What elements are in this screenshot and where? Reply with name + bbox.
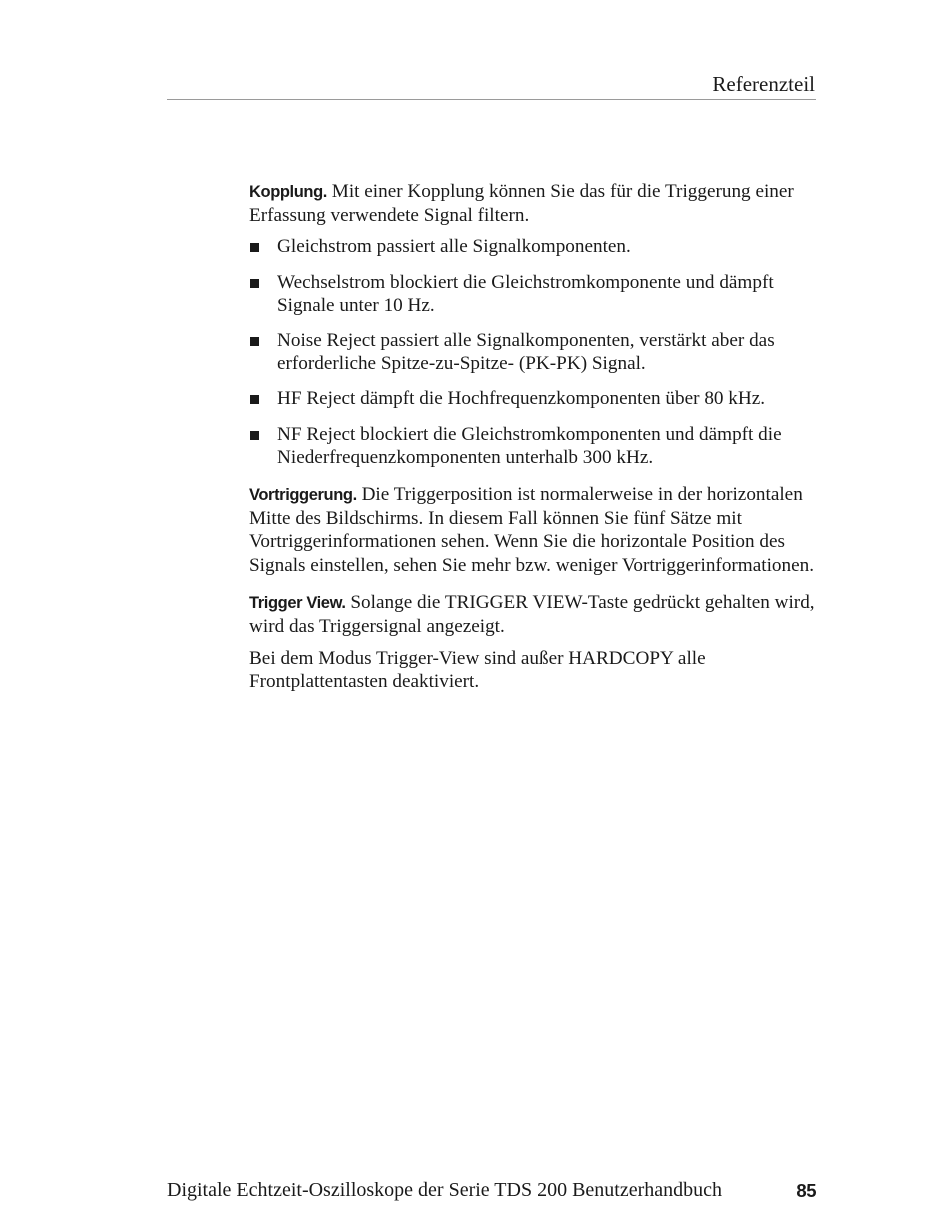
header-divider — [167, 99, 816, 100]
vortriggerung-text: Die Triggerposition ist normalerweise in der horizontalen Mitte des Bildschirms. In diesem Fall können Sie fünf Sätze mit Vortriggerinformationen sehen. Wenn Sie die horizontale Position des Signals einstellen, sehen Sie mehr bzw. weniger Vortriggerinformationen. — [249, 484, 815, 576]
list-item-text: Wechselstrom blockiert die Gleichstromkomponente und dämpft Signale unter 10 Hz. — [277, 271, 774, 316]
square-bullet-icon — [250, 279, 259, 288]
square-bullet-icon — [250, 337, 259, 346]
list-item-text: NF Reject blockiert die Gleichstromkomponenten und dämpft die Niederfrequenzkomponenten unterhalb 300 kHz. — [277, 423, 782, 468]
page-number: 85 — [796, 1180, 816, 1201]
square-bullet-icon — [250, 431, 259, 440]
paragraph-trigger-view — [249, 591, 819, 638]
trigger-view-heading: Trigger View. — [249, 593, 346, 612]
kopplung-text: Mit einer Kopplung können Sie das für die Triggerung einer Erfassung verwendete Signal filtern. — [249, 181, 794, 227]
square-bullet-icon — [250, 243, 259, 252]
trigger-view-text: Solange die TRIGGER VIEW-Taste gedrückt gehalten wird, wird das Triggersignal angezeigt. — [249, 591, 815, 638]
paragraph-kopplung — [249, 180, 819, 227]
footer-title: Digitale Echtzeit-Oszilloskope der Serie TDS 200 Benutzerhandbuch — [167, 1179, 723, 1201]
list-item — [249, 235, 819, 258]
kopplung-heading: Kopplung. — [249, 183, 327, 201]
list-item — [249, 271, 819, 317]
list-item — [249, 329, 819, 375]
list-item-text: Noise Reject passiert alle Signalkomponenten, verstärkt aber das erforderliche Spitze-zu-Spitze- (PK-PK) Signal. — [277, 330, 775, 375]
vortriggerung-heading: Vortriggerung. — [249, 486, 357, 505]
list-item — [249, 423, 819, 469]
square-bullet-icon — [250, 395, 259, 404]
document-body — [249, 180, 819, 694]
coupling-options-list — [249, 235, 819, 469]
list-item-text: Gleichstrom passiert alle Signalkomponenten. — [277, 236, 631, 258]
paragraph-vortriggerung — [249, 483, 819, 577]
paragraph-modus: Bei dem Modus Trigger-View sind außer HARDCOPY alle Frontplattentasten deaktiviert. — [249, 648, 706, 693]
list-item-text: HF Reject dämpft die Hochfrequenzkomponenten über 80 kHz. — [277, 388, 766, 410]
list-item — [249, 387, 819, 410]
running-header: Referenzteil — [712, 72, 815, 96]
